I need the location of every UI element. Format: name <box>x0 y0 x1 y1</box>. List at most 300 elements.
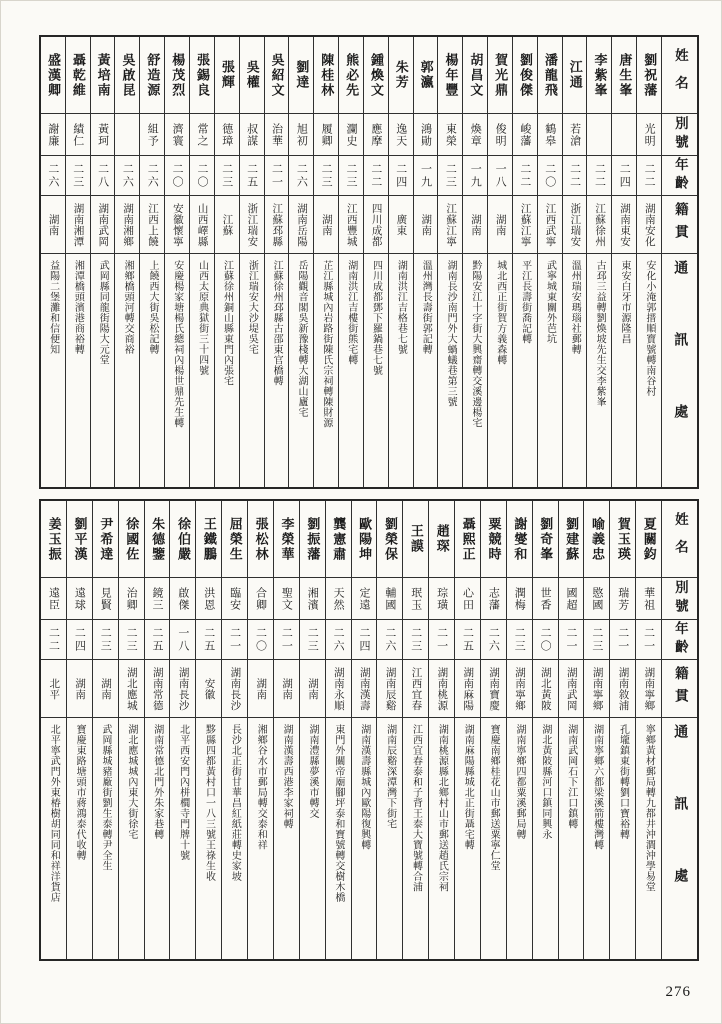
entry-age: 二一 <box>616 626 629 653</box>
entry-name: 吳權 <box>244 60 260 90</box>
entry-origin: 湖南長沙 <box>229 666 241 711</box>
entry-alias: 光明 <box>643 122 656 147</box>
label-name-text: 姓名 <box>672 511 688 567</box>
entry-address: 山西太原典獄街三十四號 <box>196 260 208 376</box>
entry-age: 二〇 <box>543 162 556 189</box>
entry-alias: 謝廉 <box>46 122 59 147</box>
entry-column <box>239 37 264 487</box>
entry-address: 北平寧武門外東椿樹胡同同和祥洋貨店 <box>48 724 60 903</box>
entry-age: 一八 <box>494 162 507 189</box>
entry-origin: 江西豐城 <box>345 202 357 247</box>
entry-column <box>65 37 90 487</box>
entry-column <box>454 501 480 959</box>
entry-address: 東門外關帝廟腳坪泰和寶號轉交樹木橋 <box>332 724 344 903</box>
entry-origin: 湖南武岡 <box>97 202 109 247</box>
label-address <box>662 253 697 487</box>
entry-column <box>635 501 661 959</box>
entry-address: 浙江瑞安大沙堤吳宅 <box>246 260 258 355</box>
entry-name: 鍾煥文 <box>368 52 384 98</box>
entry-column <box>92 501 118 959</box>
entry-age: 二三 <box>513 626 526 653</box>
entry-name: 喻義忠 <box>589 516 605 562</box>
entry-column <box>118 501 144 959</box>
entry-age: 二五 <box>461 626 474 653</box>
entry-origin: 湖北黃陂 <box>539 666 551 711</box>
entry-alias: 愍國 <box>590 586 603 611</box>
entry-column <box>586 37 611 487</box>
entry-origin: 湖南 <box>306 677 318 700</box>
entry-name: 吳啟昆 <box>120 52 136 98</box>
entry-age: 二五 <box>150 626 163 653</box>
entry-alias: 濟寰 <box>171 122 184 147</box>
entry-column <box>41 501 66 959</box>
entry-address: 芷江縣城內岩路街陳氏宗祠轉陳財源 <box>320 260 332 428</box>
entry-origin: 湖南寧鄉 <box>643 666 655 711</box>
entry-column <box>363 37 388 487</box>
entry-column <box>114 37 139 487</box>
entry-column <box>609 501 635 959</box>
entry-name: 李紫峯 <box>592 52 608 98</box>
entry-address: 湖南漢壽西港李家祠轉 <box>281 724 293 829</box>
entry-alias: 鏡三 <box>150 586 163 611</box>
entry-alias: 華祖 <box>642 586 655 611</box>
entry-address: 湖南洪江吉格巷七號 <box>395 260 407 355</box>
entry-age: 二三 <box>220 162 233 189</box>
entry-origin: 浙江瑞安 <box>569 202 581 247</box>
entry-name: 夏關鈞 <box>641 516 657 562</box>
directory-table-bottom <box>39 499 699 961</box>
entry-column <box>144 501 170 959</box>
entry-alias: 治華 <box>270 122 283 147</box>
entry-column <box>139 37 164 487</box>
label-name-text: 姓名 <box>672 47 688 103</box>
entry-column <box>41 37 65 487</box>
entry-column <box>583 501 609 959</box>
entry-name: 賀玉瑛 <box>615 516 631 562</box>
entry-name: 張輝 <box>219 60 235 90</box>
entry-column <box>611 37 636 487</box>
entry-column <box>537 37 562 487</box>
entry-column <box>462 37 487 487</box>
entry-address: 湖南長沙南門外大蝸蟻巷第三號 <box>445 260 457 407</box>
entry-column <box>388 37 413 487</box>
label-alias <box>662 577 697 619</box>
entry-origin: 江蘇 <box>221 213 233 236</box>
entry-column <box>480 501 506 959</box>
entry-address: 湖南武岡石下江口鎮轉 <box>565 724 577 829</box>
entry-age: 二三 <box>99 626 112 653</box>
entry-alias: 煥章 <box>469 122 482 147</box>
entry-age: 二四 <box>357 626 370 653</box>
entry-name: 黃培南 <box>95 52 111 98</box>
entry-address: 岳陽觀音閣吳新豫棧轉大湖山廬宅 <box>296 260 308 418</box>
entry-column <box>288 37 313 487</box>
entry-age: 二八 <box>96 162 109 189</box>
entry-name: 吳紹文 <box>269 52 285 98</box>
entry-alias: 啟傑 <box>176 586 189 611</box>
entry-name: 姜玉振 <box>46 516 62 562</box>
entry-name: 劉俊傑 <box>518 52 533 98</box>
entry-name: 劉榮保 <box>382 516 398 562</box>
entry-alias: 叔謀 <box>245 122 258 147</box>
entry-age: 二六 <box>146 162 159 189</box>
entry-alias: 遠臣 <box>47 586 60 611</box>
entry-address: 湘鄉谷水市郵局轉交泰和祥 <box>255 724 267 850</box>
entry-origin: 湖南 <box>74 677 86 700</box>
entry-age: 二五 <box>245 162 258 189</box>
entry-alias: 若滄 <box>568 122 581 147</box>
entry-origin: 江西宜春 <box>410 666 422 711</box>
entry-origin: 湖南湘鄉 <box>122 202 134 247</box>
entry-name: 楊年豐 <box>443 52 459 98</box>
entry-address: 黟縣四都黃村口一八三號王祿生收 <box>203 724 215 882</box>
entry-origin: 湖南 <box>494 213 506 236</box>
entry-age: 二〇 <box>195 162 208 189</box>
entry-age: 二一 <box>280 626 293 653</box>
entry-column <box>299 501 325 959</box>
entry-alias: 旭初 <box>295 122 308 147</box>
entry-address: 益陽二堡灘和信便知 <box>47 260 59 355</box>
entry-alias: 鶴皋 <box>543 122 556 147</box>
entry-column <box>562 37 587 487</box>
entry-name: 李榮華 <box>279 516 295 562</box>
entry-age: 二四 <box>73 626 86 653</box>
entry-age: 二三 <box>125 626 138 653</box>
entry-age: 二二 <box>568 162 581 189</box>
entry-origin: 湖南漢壽 <box>358 666 370 711</box>
entry-origin: 湖北應城 <box>125 666 137 711</box>
entry-age: 二一 <box>270 162 283 189</box>
label-name <box>662 37 697 113</box>
entry-origin: 湖南寧鄉 <box>591 666 603 711</box>
entry-name: 劉平漢 <box>72 516 88 562</box>
entry-alias: 黃珂 <box>96 122 109 147</box>
label-age-text: 年齡 <box>672 621 688 658</box>
entry-origin: 北平 <box>48 677 60 700</box>
entry-address: 江蘇徐州邳縣古邵東官橋轉 <box>271 260 283 386</box>
entry-address: 平江長壽街喬記轉 <box>519 260 531 344</box>
entry-origin: 安徽 <box>203 677 215 700</box>
entry-column <box>313 37 338 487</box>
entry-address: 湖南寧鄉四都粟溪郵局轉 <box>513 724 525 840</box>
entry-age: 二一 <box>564 626 577 653</box>
entry-column <box>558 501 584 959</box>
entry-name: 徐國佐 <box>124 516 140 562</box>
entry-age: 二一 <box>642 626 655 653</box>
entry-address: 湘鄉橋頭河轉交商裕 <box>122 260 134 355</box>
entry-age: 二五 <box>202 626 215 653</box>
entry-address: 湖南漢壽縣城內歐陽復興轉 <box>358 724 370 850</box>
entry-age: 二三 <box>409 626 422 653</box>
entry-address: 江蘇徐州銅山縣東門內張宅 <box>221 260 233 386</box>
entry-alias: 治卿 <box>125 586 138 611</box>
entry-address: 湖南桃源縣北鄉村山市郵送趙氏宗祠 <box>436 724 448 892</box>
entry-alias: 天然 <box>332 586 345 611</box>
entry-age: 二二 <box>47 626 60 653</box>
entry-alias: 德璋 <box>220 122 233 147</box>
entry-age: 二六 <box>383 626 396 653</box>
entry-address: 江西宜春泰和子背王泰大寶號轉合浦 <box>410 724 422 892</box>
row-label-column <box>661 501 697 959</box>
entry-alias: 東榮 <box>444 122 457 147</box>
entry-origin: 湖南寶慶 <box>488 666 500 711</box>
entry-alias: 俊明 <box>494 122 507 147</box>
label-age <box>662 155 697 195</box>
label-address-text: 通訊處 <box>672 260 688 476</box>
entry-column <box>325 501 351 959</box>
entry-address: 孔壠鎮東街轉劉口寶裕轉 <box>617 724 629 840</box>
entry-column <box>636 37 661 487</box>
entry-column <box>189 37 214 487</box>
entry-origin: 江西武寧 <box>544 202 556 247</box>
entry-address: 寶慶東路塘頭市蔣鴻泰代收轉 <box>74 724 86 861</box>
entry-column <box>214 37 239 487</box>
entry-name: 聶乾維 <box>70 52 86 98</box>
entry-name: 徐伯嚴 <box>175 516 191 562</box>
entry-name: 盛漢卿 <box>45 52 61 98</box>
entry-name: 熊必先 <box>344 52 360 98</box>
entry-alias: 績仁 <box>71 122 84 147</box>
label-origin <box>662 195 697 253</box>
entry-alias: 聖文 <box>280 586 293 611</box>
entry-address: 湘潭橋頭濱港商裕轉 <box>72 260 84 355</box>
entry-address: 古邳三益轉劉煥坡先生交李紫峯 <box>594 260 606 407</box>
entry-origin: 江蘇江寧 <box>445 202 457 247</box>
entry-name: 舒造源 <box>145 52 161 98</box>
entry-age: 二〇 <box>254 626 267 653</box>
entry-name: 劉振藩 <box>305 516 321 562</box>
entry-address: 湖南洪江吉樓街熊宅轉 <box>345 260 357 365</box>
label-age <box>662 619 697 659</box>
row-label-column <box>661 37 697 487</box>
entry-column <box>169 501 195 959</box>
entry-origin: 四川成都 <box>370 202 382 247</box>
entry-name: 歐陽坤 <box>357 516 373 562</box>
entry-address: 湖南辰谿深潭灣下街宅 <box>384 724 396 829</box>
entry-name: 劉祝藩 <box>642 52 658 98</box>
entry-address: 黔陽安江十字街大興齋轉交溪邊楊宅 <box>469 260 481 428</box>
entry-column <box>164 37 189 487</box>
entry-age: 二一 <box>435 626 448 653</box>
entry-origin: 湖南永順 <box>332 666 344 711</box>
label-name <box>662 501 697 577</box>
label-alias-text: 別號 <box>672 116 688 153</box>
entry-alias: 鴻勛 <box>419 122 432 147</box>
entry-address: 安慶楊家塘楊氏總祠內楊世鼎先生轉 <box>171 260 183 428</box>
entry-origin: 湖南辰谿 <box>384 666 396 711</box>
entry-name: 劉奇峯 <box>538 516 554 562</box>
entry-column <box>376 501 402 959</box>
entry-age: 二〇 <box>171 162 184 189</box>
entry-name: 潘龍飛 <box>542 52 558 98</box>
entry-name: 劉建蘇 <box>564 516 580 562</box>
entry-address: 湖南常德北門外朱家巷轉 <box>151 724 163 840</box>
label-alias <box>662 113 697 155</box>
entry-age: 一九 <box>419 162 432 189</box>
entry-column <box>221 501 247 959</box>
entry-alias: 臨安 <box>228 586 241 611</box>
entry-age: 二六 <box>332 626 345 653</box>
entry-name: 劉達 <box>294 60 310 90</box>
entry-name: 王鐵鵬 <box>201 516 217 562</box>
entry-column <box>437 37 462 487</box>
entry-name: 江通 <box>567 60 583 90</box>
entry-age: 二二 <box>643 162 656 189</box>
entry-name: 賀光鼎 <box>493 52 509 98</box>
entry-age: 二四 <box>618 162 631 189</box>
entry-alias: 瑞芳 <box>616 586 629 611</box>
entry-column <box>264 37 289 487</box>
entry-alias: 琮璜 <box>435 586 448 611</box>
entry-address: 湖北應城城內東大街徐宅 <box>125 724 137 840</box>
entry-name: 屈榮生 <box>227 516 243 562</box>
label-origin <box>662 659 697 717</box>
entry-column <box>273 501 299 959</box>
entry-age: 二一 <box>228 626 241 653</box>
entry-alias: 履卿 <box>320 122 333 147</box>
entry-age: 二二 <box>369 162 382 189</box>
entry-address: 安化小淹郭搢順寶號轉南谷村 <box>643 260 655 397</box>
entry-age: 二三 <box>590 626 603 653</box>
entry-alias: 心田 <box>461 586 474 611</box>
entry-alias: 瀾史 <box>345 122 357 147</box>
page-number: 276 <box>665 984 691 1000</box>
entry-age: 二六 <box>46 162 59 189</box>
entry-origin: 廣東 <box>395 213 407 236</box>
entry-address: 寧鄉黃材郵局轉九都井沖澗沖學易堂 <box>643 724 655 892</box>
entry-column <box>487 37 512 487</box>
entry-origin: 湖南岳陽 <box>296 202 308 247</box>
entry-column <box>195 501 221 959</box>
label-origin-text: 籍貫 <box>672 202 688 247</box>
entry-name: 胡昌文 <box>468 52 484 98</box>
entry-address: 武岡縣城豬廠街劉生泰轉尹全生 <box>99 724 111 871</box>
entry-name: 郭瀛 <box>418 60 434 90</box>
entry-name: 粟競時 <box>486 516 502 562</box>
entry-name: 王謨 <box>408 524 424 554</box>
entry-origin: 江蘇江寧 <box>519 202 531 247</box>
entry-name: 謝燮和 <box>512 516 528 562</box>
label-address <box>662 717 697 959</box>
entry-alias: 輔國 <box>383 586 396 611</box>
entry-origin: 湖南 <box>320 213 332 236</box>
entry-name: 聶熙正 <box>460 516 476 562</box>
entry-age: 二六 <box>295 162 308 189</box>
entry-alias: 潤梅 <box>513 586 526 611</box>
entry-column <box>506 501 532 959</box>
entry-origin: 湖南 <box>420 213 432 236</box>
entry-alias: 湘濱 <box>306 586 319 611</box>
entry-address: 四川成都鄧下羅鍋巷七號 <box>370 260 382 376</box>
entry-age: 二三 <box>71 162 84 189</box>
entry-address: 上饒西大街吳松記轉 <box>146 260 158 355</box>
label-origin-text: 籍貫 <box>672 666 688 711</box>
entry-origin: 湖南湘潭 <box>72 202 84 247</box>
entry-column <box>66 501 92 959</box>
entry-name: 張松林 <box>253 516 269 562</box>
entry-column <box>532 501 558 959</box>
entry-alias: 珉玉 <box>409 586 422 611</box>
entry-address: 城北西正街賀方義森轉 <box>494 260 506 365</box>
entry-column <box>351 501 377 959</box>
label-address-text: 通訊處 <box>672 724 688 940</box>
entry-origin: 湖南東安 <box>619 202 630 247</box>
entry-origin: 湖南麻陽 <box>462 666 474 711</box>
entry-age: 二四 <box>394 162 407 189</box>
entry-origin: 湖南安化 <box>643 202 655 247</box>
entry-alias: 合卿 <box>254 586 267 611</box>
entry-origin: 湖南常德 <box>151 666 163 711</box>
entry-alias: 國超 <box>564 586 577 611</box>
entry-alias: 應摩 <box>369 122 382 147</box>
entry-column <box>338 37 363 487</box>
entry-age: 二三 <box>320 162 333 189</box>
entry-alias: 峻藩 <box>518 122 531 147</box>
entry-name: 楊茂烈 <box>170 52 186 98</box>
entry-origin: 湖南寧鄉 <box>513 666 525 711</box>
entry-name: 尹希達 <box>98 516 114 562</box>
entry-alias: 常之 <box>195 122 208 147</box>
entry-name: 陳桂林 <box>319 52 335 98</box>
entry-name: 龔憲肅 <box>331 516 347 562</box>
entry-origin: 江西上饒 <box>146 202 158 247</box>
entry-age: 二二 <box>518 162 531 189</box>
entry-origin: 湖南武岡 <box>565 666 577 711</box>
entry-origin: 江蘇邳縣 <box>271 202 283 247</box>
entry-origin: 江蘇徐州 <box>594 202 606 247</box>
entry-age: 二三 <box>306 626 319 653</box>
entry-origin: 湖南長沙 <box>177 666 189 711</box>
entry-name: 趙琛 <box>434 524 450 554</box>
entry-name: 朱芳 <box>393 60 409 90</box>
entry-address: 湖北黃陂縣河口鎮同興永 <box>539 724 551 840</box>
entry-origin: 湖南桃源 <box>436 666 448 711</box>
entry-age: 二二 <box>593 162 606 189</box>
entry-address: 東安白牙市源隆昌 <box>618 260 630 344</box>
entry-column <box>247 501 273 959</box>
entry-alias: 組予 <box>146 122 159 147</box>
entry-column <box>402 501 428 959</box>
entry-origin: 湖南 <box>99 677 111 700</box>
entry-origin: 山西嶧縣 <box>196 202 208 247</box>
entry-address: 武岡縣同龍街陽大元堂 <box>97 260 109 365</box>
label-alias-text: 別號 <box>672 580 688 617</box>
entry-column <box>90 37 115 487</box>
entry-age: 二三 <box>444 162 457 189</box>
entry-origin: 湖南 <box>469 213 481 236</box>
entry-origin: 安徽懷寧 <box>171 202 183 247</box>
entry-alias: 定遠 <box>357 586 370 611</box>
entry-address: 湖南麻陽縣城北正街聶宅轉 <box>462 724 474 850</box>
entry-alias: 見賢 <box>99 586 112 611</box>
entry-address: 湖南澧縣夢溪市轉交 <box>306 724 318 819</box>
entry-origin: 湖南 <box>281 677 293 700</box>
entry-address: 溫州瑞安瑪瑙社郵轉 <box>569 260 581 355</box>
entry-address: 寶慶南鄉桂花山市郵送粟寧仁堂 <box>488 724 500 871</box>
entry-origin: 浙江瑞安 <box>246 202 258 247</box>
label-age-text: 年齡 <box>672 157 688 194</box>
entry-age: 一八 <box>176 626 189 653</box>
entry-age: 二六 <box>487 626 500 653</box>
directory-table-top <box>39 35 699 489</box>
entry-column <box>428 501 454 959</box>
entry-alias: 世香 <box>539 586 552 611</box>
entry-alias: 洪恩 <box>202 586 215 611</box>
entry-age: 二〇 <box>539 626 552 653</box>
entry-age: 二六 <box>121 162 134 189</box>
entry-name: 朱德鑒 <box>150 516 166 562</box>
entry-column <box>413 37 438 487</box>
